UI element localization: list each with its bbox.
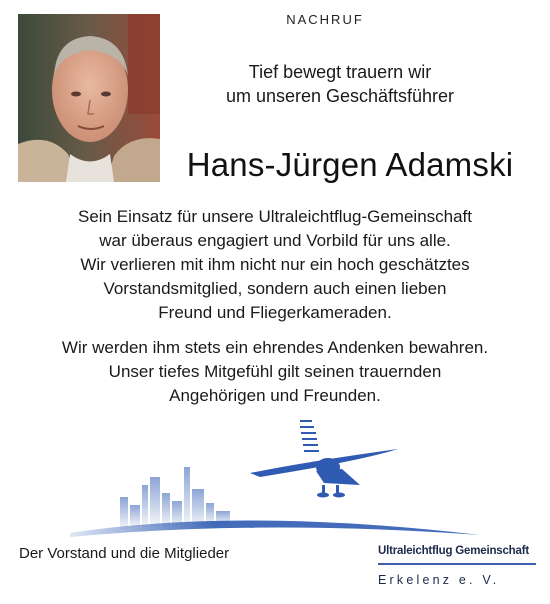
club-city: Erkelenz e. V. [378, 573, 500, 587]
signature: Der Vorstand und die Mitglieder [19, 545, 230, 562]
text-line: Vorstandsmitglied, sondern auch einen lieben [103, 279, 447, 298]
portrait-icon [18, 14, 160, 182]
club-emblem [60, 415, 490, 545]
text-line: Wir verlieren mit ihm nicht nur ein hoch geschätztes [80, 255, 470, 274]
text-line: Unser tiefes Mitgefühl gilt seinen trauernden [108, 362, 442, 381]
intro-line: um unseren Geschäftsführer [225, 86, 455, 106]
tribute-paragraph [20, 205, 530, 325]
condolence-paragraph [20, 336, 530, 408]
deceased-name: Hans-Jürgen Adamski [186, 146, 514, 183]
intro-line: Tief bewegt trauern wir [248, 62, 432, 82]
notice-heading: NACHRUF [286, 12, 364, 27]
club-name: Ultraleichtflug Gemeinschaft [378, 545, 529, 557]
portrait-photo [18, 14, 160, 182]
club-logo-text [378, 545, 536, 587]
airplane-skyline-logo-icon [60, 415, 490, 545]
text-line: Freund und Fliegerkameraden. [158, 303, 392, 322]
intro-text [190, 60, 490, 108]
text-line: Wir werden ihm stets ein ehrendes Andenken bewahren. [61, 338, 489, 357]
text-line: war überaus engagiert und Vorbild für uns alle. [99, 231, 451, 250]
text-line: Sein Einsatz für unsere Ultraleichtflug-Gemeinschaft [77, 207, 472, 226]
club-divider [378, 563, 536, 565]
text-line: Angehörigen und Freunden. [169, 386, 381, 405]
